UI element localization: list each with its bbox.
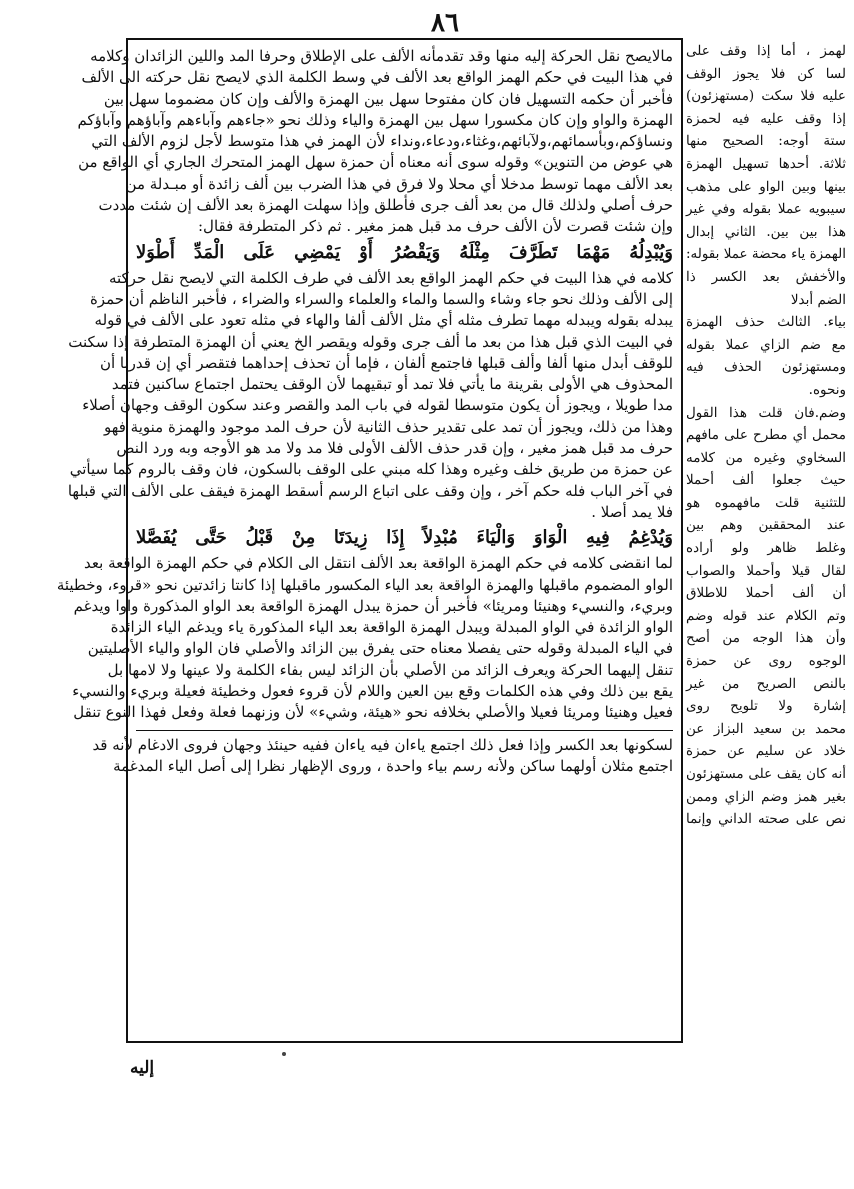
- text-line: وبريء، والنسيء وهنيئا ومريئا» فأخبر أن حمزة يبدل الهمزة الواقعة بعد الواو المذكورة واوا ويدغم: [73, 596, 673, 615]
- text-line: مالايصح نقل الحركة إليه منها وقد تقدمأنه الألف على الإطلاق وحرفا المد واللين الزائدان وكلامه: [90, 47, 673, 65]
- text-line: حرف مد قبل همز مغير ، وإن قدر حذف الألف الأولى فلا مد ولا مد هو الأوجه وبه ورد النص: [116, 439, 673, 458]
- margin-line: السخاوي وغيره من كلامه: [686, 449, 846, 466]
- text-line: حرف أصلي ولذلك قال من بعد ألف جرى فأطلق وإذا سهلت الهمزة بعد الألف إن شئت مددت: [98, 196, 673, 215]
- margin-line: ومستهزئون الحذف فيه: [686, 359, 846, 376]
- margin-line: وتم الكلام عند قوله وضم: [686, 607, 846, 624]
- margin-line: لهمز ، أما إذا وقف على: [686, 43, 846, 59]
- margin-line: بينها وبين الواو على مذهب: [686, 178, 846, 195]
- margin-commentary: [686, 40, 846, 1040]
- margin-line: خلاد عن سليم عن حمزة: [686, 743, 846, 760]
- text-line: إلى الألف وذلك نحو جاء وشاء والسما والماء والعلماء والسراء والضراء ، فأخبر الناظم أن حمزة: [89, 289, 673, 308]
- margin-line: بغير همز وضم الزاي وممن: [686, 788, 846, 805]
- text-line: في هذا البيت في حكم الهمز الواقع بعد الألف في وسط الكلمة الذي لايصح نقل حركته الى الألف: [81, 68, 673, 87]
- margin-line: إشارة ولا تلويح روى: [686, 698, 846, 715]
- margin-line: الهمزة ياء محضة عملا بقوله:: [685, 246, 846, 263]
- text-line: الهمزة والواو وإن كان مكسورا سهل بين الهمزة والياء وذلك نحو «جاءهم وآباءهم وآباؤهم وآباؤكم: [77, 110, 673, 129]
- margin-line: هذا بين بين. الثاني إبدال: [686, 223, 846, 240]
- margin-line: عليه فلا سكت (مستهزئون): [686, 88, 846, 105]
- text-line: المحذوف هي الأولى بقرينة ما يأتي فلا تمد أو تبقيهما لأن الوقف يحتمل اجتماع ساكنين فتمد: [111, 375, 673, 394]
- text-line: وهذا من ذلك، ويجوز أن تمد على تقدير حذف الثانية لأن حرف المد موجود والهمزة منوية فهو: [104, 417, 673, 436]
- margin-line: نص على صحته الداني وإنما: [686, 811, 846, 828]
- text-line: اجتمع مثلان أولهما ساكن ولأنه رسم بياء واحدة ، وروى الإظهار نظرا إلى أصل الياء المدغمة: [113, 756, 673, 775]
- footnote-divider: [136, 730, 673, 731]
- margin-line: الوجوه روى عن حمزة: [686, 653, 846, 670]
- margin-line: مع ضم الزاي عملا بقوله: [686, 336, 846, 353]
- text-line: فأخبر أن حكمه التسهيل فان كان مفتوحا سهل بين الهمزة والألف وإن كان مضموما سهل بين: [103, 89, 673, 108]
- margin-line: حيث جعلوا ألف أحملا: [686, 472, 846, 489]
- text-line: عن حمزة من طريق خلف وغيره وهذا كله مبني على الوقف بالسكون، فان وقف بالروم كما سيأتي: [69, 460, 673, 479]
- page-number: ٨٦: [431, 8, 459, 38]
- text-line: الواو المضموم ماقبلها والهمزة الواقعة بعد الياء المكسور ماقبلها إذا كانتا زائدتين نحو «قروء، وخطيئة: [56, 575, 673, 594]
- text-line: لما انقضى كلامه في حكم الهمزة الواقعة بعد الألف انتقل الى الكلام في حكم الهمزة الواقعة بعد: [84, 554, 673, 573]
- margin-line: ونحوه.: [808, 381, 846, 398]
- verse-line: وَيُدْغِمُ فِيهِ الْوَاوَ وَالْيَاءَ مُبْدِلاً إِذَا زِيدَتَا مِنْ قَبْلُ حَتَّى يُفَصَّلا: [136, 527, 673, 549]
- text-line: في البيت الذي قبل هذا من بعد ما ألف جرى وقوله ويقصر الخ يعني أن الهمزة المتطرفة إذا سكنت: [68, 332, 673, 351]
- margin-line: وضم.فان قلت هذا القول: [686, 404, 846, 421]
- ink-dot: [282, 1052, 286, 1056]
- margin-line: وأن هذا الوجه من أصح: [686, 630, 846, 647]
- text-line: هي عوض من التنوين» وقوله سوى أنه معناه أن حمزة سهل الهمز المتحرك الجاري أي الواقع من: [78, 153, 673, 172]
- text-line: تنقل إليهما الحركة ويعرف الزائد من الأصلي بأن الزائد ليس بفاء الكلمة ولا عينها ولا لامها بل: [107, 660, 673, 679]
- text-line: في آخر الباب فله حكم آخر ، وإن وقف على اتباع الرسم أسقط الهمزة فيقف على الألف التي قبلها: [67, 481, 673, 500]
- text-line: لسكونها بعد الكسر وإذا فعل ذلك اجتمع ياءان فيه ياءان ففيه حينئذ وجهان فروى الادغام لأنه قد: [92, 735, 673, 754]
- margin-line: إذا وقف عليه فيه لحمزة: [686, 110, 846, 127]
- text-line: يقع بين ذلك وفي هذه الكلمات وقع بين العين واللام لأن قروء فعول وخطيئة فعيلة وبريء والنسيء: [72, 682, 673, 701]
- margin-line: وغلط ظاهر ولو أراده: [686, 540, 846, 557]
- catchword: إليه: [130, 1058, 155, 1078]
- margin-line: محمد بن سعيد البزاز عن: [686, 720, 846, 737]
- text-line: في الياء المبدلة وقوله حتى يفصلا معناه حتى يفرق بين الزائد والأصلي فان الواو والياء الأصليتين: [87, 639, 673, 658]
- text-line: كلامه في هذا البيت في حكم الهمز الواقع بعد الألف في طرف الكلمة التي لايصح نقل حركته: [108, 268, 673, 287]
- margin-line: محمل أي مطرح على مافهم: [686, 427, 846, 444]
- commentary-block-top: [77, 46, 673, 238]
- margin-line: سيبويه عملا بقوله وفي غير: [686, 201, 846, 218]
- margin-line: بالنص الصريح من غير: [686, 675, 846, 692]
- margin-line: والأخفش بعد الكسر ذا: [686, 268, 846, 285]
- text-line: يبدله بقوله ويبدله مهما تطرف مثله أي مثل الألف ألفا والهاء في مثله تعود على الألف في قوله: [94, 311, 673, 330]
- text-line: مدا طويلا ، ويجوز أن يكون متوسطا لقوله في باب المد والقصر وعند سكون الوقف وجهان أصلاء: [82, 396, 673, 415]
- text-line: فلا يمد أصلا .: [591, 502, 673, 521]
- main-text-frame: [56, 38, 683, 1043]
- margin-line: أن ألف أحملا للاطلاق: [686, 585, 846, 602]
- commentary-block-bottom: [56, 553, 673, 723]
- margin-line: بياء. الثالث حذف الهمزة: [686, 314, 846, 331]
- margin-line: لقال قيلا وأحملا والصواب: [686, 562, 846, 579]
- text-line: فعيل وهنيئا ومريئا فعيلا والأصلي بخلافه نحو «هيئة، وشيء» لأن وزنهما فعلة وفعل فهذا النوع تنقل: [73, 703, 673, 722]
- verse-line: وَيُبْدِلُهُ مَهْمَا تَطَرَّفَ مِثْلَهُ وَيَقْصُرُ أَوْ يَمْضِي عَلَى الْمَدِّ أَطْوَلا: [136, 241, 673, 263]
- margin-line: للتثنية قلت مافهموه هو: [686, 494, 846, 511]
- margin-line: ستة أوجه: الصحيح منها: [686, 133, 846, 150]
- text-line: للوقف أبدل منها ألفا وألف قبلها فاجتمع ألفان ، فإما أن تحذف إحداهما فتقصر أي إن قدرنا أن: [99, 353, 673, 372]
- margin-line: الضم أبدلا: [790, 291, 846, 308]
- text-line: وإن شئت قصرت لأن الألف حرف مد قبل همز مغير . ثم ذكر المتطرفة فقال:: [198, 217, 673, 236]
- margin-line: ثلاثة. أحدها تسهيل الهمزة: [686, 155, 846, 172]
- commentary-block-middle: [67, 268, 673, 524]
- margin-line: أنه كان يقف على مستهزئون: [686, 766, 846, 782]
- margin-line: عند المحققين وهم بين: [686, 517, 846, 534]
- text-line: الواو الزائدة في الواو المبدلة ويبدل الهمزة الواقعة بعد الياء المذكورة ياء ويدغم الياء الزائدة: [110, 618, 673, 637]
- margin-line: لسا كن فلا يجوز الوقف: [686, 65, 846, 82]
- text-line: ونساؤكم،وبأسمائهم،ولآبائهم،وغثاء،ودعاء،ونداء لأن الهمز في هذا متوسط لأجل لزوم الألف التي: [91, 132, 673, 151]
- text-line: بعد الألف مهما توسط مدخلا أي محلا ولا فرق في هذا الضرب بين ألف زائدة أو مبـدلة من: [125, 174, 673, 193]
- footnote-block: [92, 735, 673, 778]
